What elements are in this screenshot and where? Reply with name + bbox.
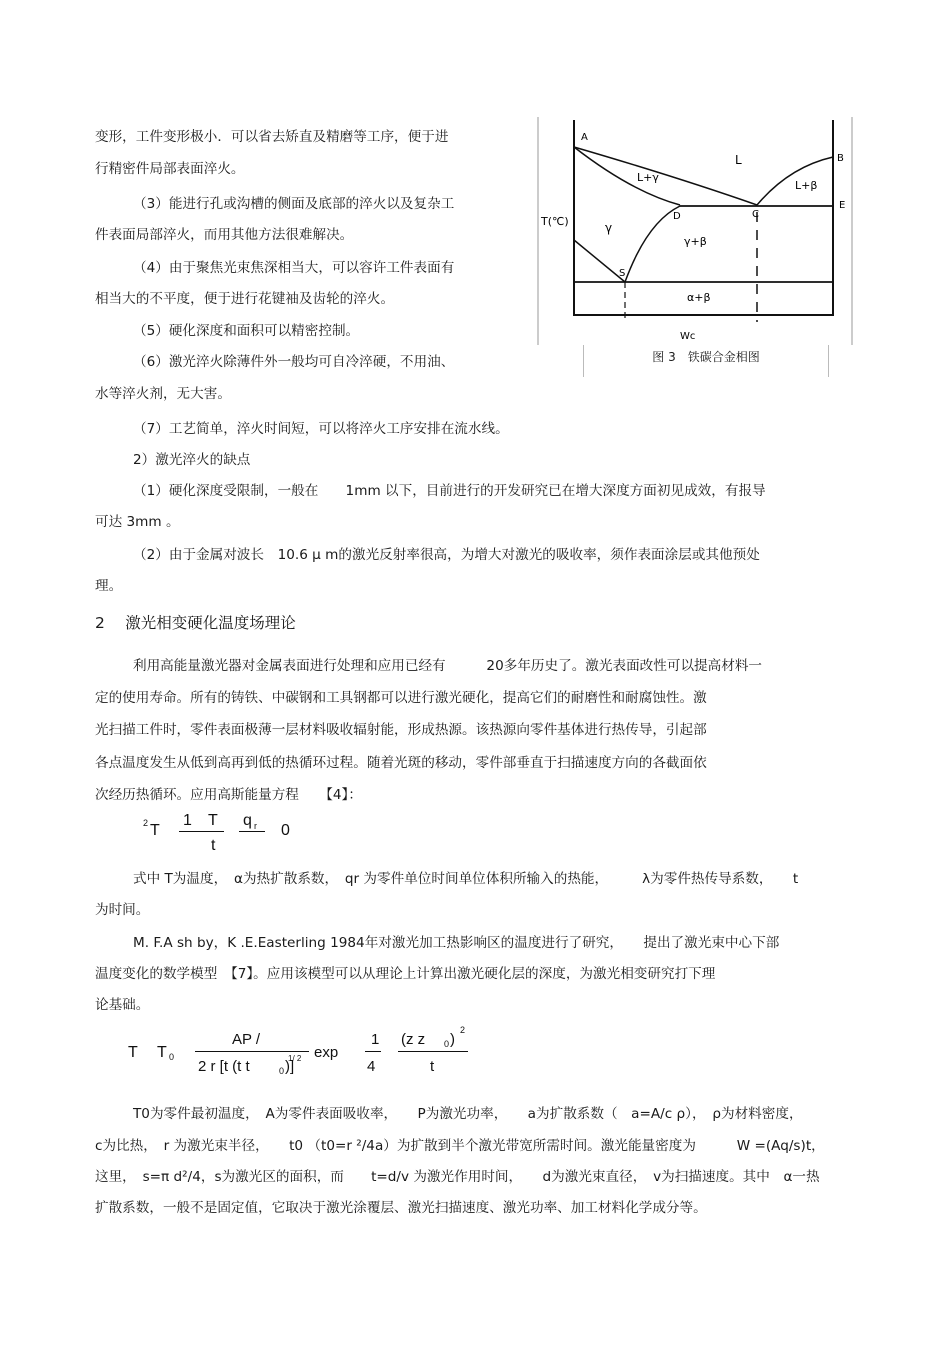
symbols-line-1: T0为零件最初温度， A为零件表面吸收率， P为激光功率， a为扩散系数（ a=A/c ρ）， ρ为材料密度，	[133, 1106, 803, 1122]
where-line-1: 式中 T为温度， α为热扩散系数， qr 为零件单位时间单位体积所输入的热能， λ为零件热传导系数， t	[133, 871, 799, 887]
eq1-fraction-bar	[179, 831, 224, 832]
equation-temperature-model	[128, 1025, 488, 1080]
label-S: S	[619, 268, 626, 279]
eq2-den-close: )]	[285, 1058, 295, 1075]
eq1-q: q	[243, 812, 252, 829]
eq1-sup-2: 2	[143, 818, 149, 828]
symbols-line-3: 这里， s=π d²/4，s为激光区的面积，而 t=d/v 为激光作用时间， d为激光束直径， v为扫描速度。其中 α一热	[95, 1169, 820, 1185]
label-D: D	[673, 211, 681, 222]
eq2-one: 1	[371, 1031, 380, 1048]
eq2-T0-sub: 0	[169, 1052, 175, 1062]
eq2-numerator: AP /	[232, 1031, 261, 1048]
figure-caption: 图 3 铁碳合金相图	[652, 350, 760, 364]
where-line-2: 为时间。	[95, 902, 150, 918]
label-gamma-beta: γ+β	[684, 235, 707, 248]
symbols-line-2: c为比热， r 为激光束半径， t0 （t0=r ²/4a）为扩散到半个激光带宽所需时间。激光能量密度为 W =(Aq/s)t，	[95, 1138, 825, 1154]
eq2-fraction-bar	[195, 1051, 309, 1052]
disadvantage-2-line-1: （2）由于金属对波长 10.6 μ m的激光反射率很高，为增大对激光的吸收率，须作表面涂层或其他预处	[133, 547, 760, 563]
advantage-7: （7）工艺简单，淬火时间短，可以将淬火工序安排在流水线。	[133, 421, 509, 437]
para2-line-1: M. F.A sh by，K .E.Easterling 1984年对激光加工热影响区的温度进行了研究， 提出了激光束中心下部	[133, 935, 780, 951]
label-C: C	[752, 209, 759, 220]
eq1-t: t	[211, 837, 216, 854]
eq2-power-2: 2	[460, 1025, 466, 1035]
eq2-denominator: 2 r [t (t t	[198, 1058, 250, 1075]
eq2-zz-close: )	[450, 1031, 455, 1048]
eq2-t: t	[430, 1058, 435, 1075]
col-line-9: 水等淬火剂，无大害。	[95, 386, 231, 402]
label-L-gamma: L+γ	[637, 171, 659, 184]
col-line-1: 变形，工件变形极小．可以省去矫直及精磨等工序，便于进	[95, 129, 449, 145]
para1-line-4: 各点温度发生从低到高再到低的热循环过程。随着光斑的移动，零件部垂直于扫描速度方向的各截面依	[95, 755, 707, 771]
label-gamma: γ	[605, 221, 613, 235]
disadvantage-2-line-2: 理。	[95, 578, 123, 594]
para1-line-2: 定的使用寿命。所有的铸铁、中碳钢和工具钢都可以进行激光硬化，提高它们的耐磨性和耐腐蚀性。激	[95, 690, 707, 706]
phase-diagram-figure	[537, 117, 853, 345]
disadvantage-1-line-2: 可达 3mm 。	[95, 514, 180, 530]
eq2-fraction-bar-3	[398, 1051, 468, 1052]
eq2-den-sub: 0	[279, 1066, 285, 1076]
label-B: B	[837, 153, 844, 164]
col-line-4: 件表面局部淬火，而用其他方法很难解决。	[95, 227, 354, 243]
eq2-fraction-bar-2	[365, 1051, 381, 1052]
label-alpha-beta: α+β	[687, 291, 711, 304]
col-line-5: （4）由于聚焦光束焦深相当大，可以容许工件表面有	[133, 260, 455, 276]
eq1-zero: 0	[281, 822, 290, 839]
eq1-T2: T	[208, 812, 218, 829]
section-heading-2: 2 激光相变硬化温度场理论	[95, 614, 296, 632]
para1-line-5: 次经历热循环。应用高斯能量方程 【4】：	[95, 787, 362, 803]
eq1-one: 1	[183, 812, 192, 829]
label-L: L	[735, 153, 742, 167]
symbols-line-4: 扩散系数，一般不是固定值，它取决于激光涂覆层、激光扫描速度、激光功率、加工材料化学成分等。	[95, 1200, 707, 1216]
subheading-disadvantages: 2）激光淬火的缺点	[133, 452, 251, 468]
label-A: A	[581, 132, 588, 143]
col-line-7: （5）硬化深度和面积可以精密控制。	[133, 323, 360, 339]
eq2-T: T	[128, 1044, 138, 1061]
para2-line-3: 论基础。	[95, 997, 150, 1013]
label-E: E	[839, 200, 846, 211]
eq2-T0: T	[157, 1044, 167, 1061]
disadvantage-1-line-1: （1）硬化深度受限制，一般在 1mm 以下，目前进行的开发研究已在增大深度方面初见成效，有报导	[133, 483, 766, 499]
y-axis-label: T(℃)	[541, 215, 569, 228]
eq1-fraction-bar-2	[239, 831, 265, 832]
col-line-2: 行精密件局部表面淬火。	[95, 161, 245, 177]
eq2-zz: (z z	[401, 1031, 426, 1048]
phase-diagram	[537, 117, 853, 345]
para1-line-1: 利用高能量激光器对金属表面进行处理和应用已经有 20多年历史了。激光表面改性可以提高材料一	[133, 658, 763, 674]
x-axis-label: Wc	[680, 331, 696, 342]
eq2-zz-sub: 0	[444, 1039, 450, 1049]
eq2-den-power: 1/ 2	[288, 1054, 302, 1063]
para2-line-2: 温度变化的数学模型 【7】。应用该模型可以从理论上计算出激光硬化层的深度，为激光相变研究打下理	[95, 966, 716, 982]
col-line-6: 相当大的不平度，便于进行花键袖及齿轮的淬火。	[95, 291, 395, 307]
eq1-T: T	[150, 822, 160, 839]
eq2-four: 4	[367, 1058, 376, 1075]
equation-heat-conduction	[140, 810, 340, 860]
figure-caption-box	[583, 345, 829, 377]
col-line-3: （3）能进行孔或沟槽的侧面及底部的淬火以及复杂工	[133, 196, 455, 212]
para1-line-3: 光扫描工件时，零件表面极薄一层材料吸收辐射能，形成热源。该热源向零件基体进行热传导，引起部	[95, 722, 707, 738]
eq1-q-sub: r	[254, 821, 257, 831]
label-L-beta: L+β	[795, 179, 818, 192]
col-line-8: （6）激光淬火除薄件外一般均可自冷淬硬，不用油、	[133, 354, 455, 370]
eq2-exp: exp	[314, 1044, 339, 1061]
